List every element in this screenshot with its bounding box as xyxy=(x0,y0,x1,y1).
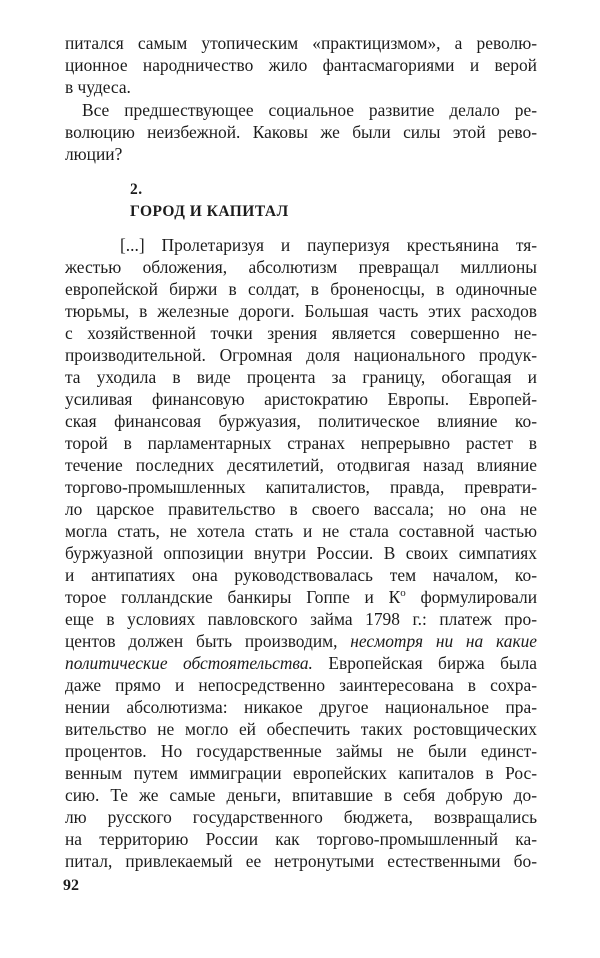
text-line: в чудеса. xyxy=(65,77,131,97)
italic-fragment: политические обстоятельства. xyxy=(65,653,313,673)
text-line: ская финансовая буржуазия, политическое влияние ко- xyxy=(65,411,537,431)
text-line: буржуазной оппозиции внутри России. В своих симпатиях xyxy=(65,543,537,563)
text-line: люции? xyxy=(65,144,123,164)
section-number: 2. xyxy=(130,181,143,198)
text-line: торой в парламентарных странах непрерывно растет в xyxy=(65,433,537,453)
text-line: производительной. Огромная доля национального продук- xyxy=(65,345,537,365)
section-title: ГОРОД И КАПИТАЛ xyxy=(130,203,289,220)
text-fragment: центов должен быть производим, xyxy=(65,631,351,651)
text-line: торгово-промышленных капиталистов, правда, преврати- xyxy=(65,477,537,497)
text-line: венным путем иммиграции европейских капиталов в Рос- xyxy=(65,763,537,783)
text-line: жестью обложения, абсолютизм превращал миллионы xyxy=(65,257,537,277)
text-line: нении абсолютизма: никакое другое национальное пра- xyxy=(65,697,537,717)
page-number: 92 xyxy=(63,877,79,894)
text-line: на территорию России как торгово-промышленный ка- xyxy=(65,829,537,849)
superscript: о xyxy=(400,587,406,599)
text-line: усиливая финансовую аристократию Европы. Европей- xyxy=(65,389,537,409)
text-line: тюрьмы, в железные дороги. Большая часть этих расходов xyxy=(65,301,537,321)
text-line xyxy=(65,586,537,608)
text-line: волюцию неизбежной. Каковы же были силы этой рево- xyxy=(65,122,537,142)
text-line: та уходила в виде процента за границу, обогащая и xyxy=(65,367,537,387)
text-line: питался самым утопическим «практицизмом», а револю- xyxy=(65,33,537,53)
text-line: даже прямо и непосредственно заинтересована в сохра- xyxy=(65,675,537,695)
text-line: питал, привлекаемый ее нетронутыми естественными бо- xyxy=(65,851,537,871)
text-line xyxy=(65,652,537,674)
text-fragment: торое голландские банкиры Гоппе и К xyxy=(65,587,401,607)
text-line xyxy=(65,630,537,652)
text-line: процентов. Но государственные займы не были единст- xyxy=(65,741,537,761)
text-line: вительство не могло ей обеспечить таких ростовщических xyxy=(65,719,537,739)
text-line: [...] Пролетаризуя и пауперизуя крестьянина тя- xyxy=(120,235,537,255)
text-line: могла стать, не хотела стать и не стала составной частью xyxy=(65,521,537,541)
text-line: сию. Те же самые деньги, впитавшие в себя добрую до- xyxy=(65,785,537,805)
text-fragment: Европейская биржа была xyxy=(312,653,537,673)
text-fragment: формулировали xyxy=(405,587,537,607)
italic-fragment: несмотря ни на какие xyxy=(350,631,537,651)
text-line: ционное народничество жило фантасмагориями и верой xyxy=(65,55,537,75)
text-line: с хозяйственной точки зрения является совершенно не- xyxy=(65,323,537,343)
text-line: европейской биржи в солдат, в броненосцы, в одиночные xyxy=(65,279,537,299)
text-line: лю русского государственного бюджета, возвращались xyxy=(65,807,537,827)
text-line: течение последних десятилетий, отодвигая назад влияние xyxy=(65,455,537,475)
text-line: ло царское правительство в своего вассала; но она не xyxy=(65,499,537,519)
text-line: еще в условиях павловского займа 1798 г.: платеж про- xyxy=(65,609,537,629)
text-line: и антипатиях она руководствовалась тем началом, ко- xyxy=(65,565,537,585)
text-line: Все предшествующее социальное развитие делало ре- xyxy=(82,100,537,120)
